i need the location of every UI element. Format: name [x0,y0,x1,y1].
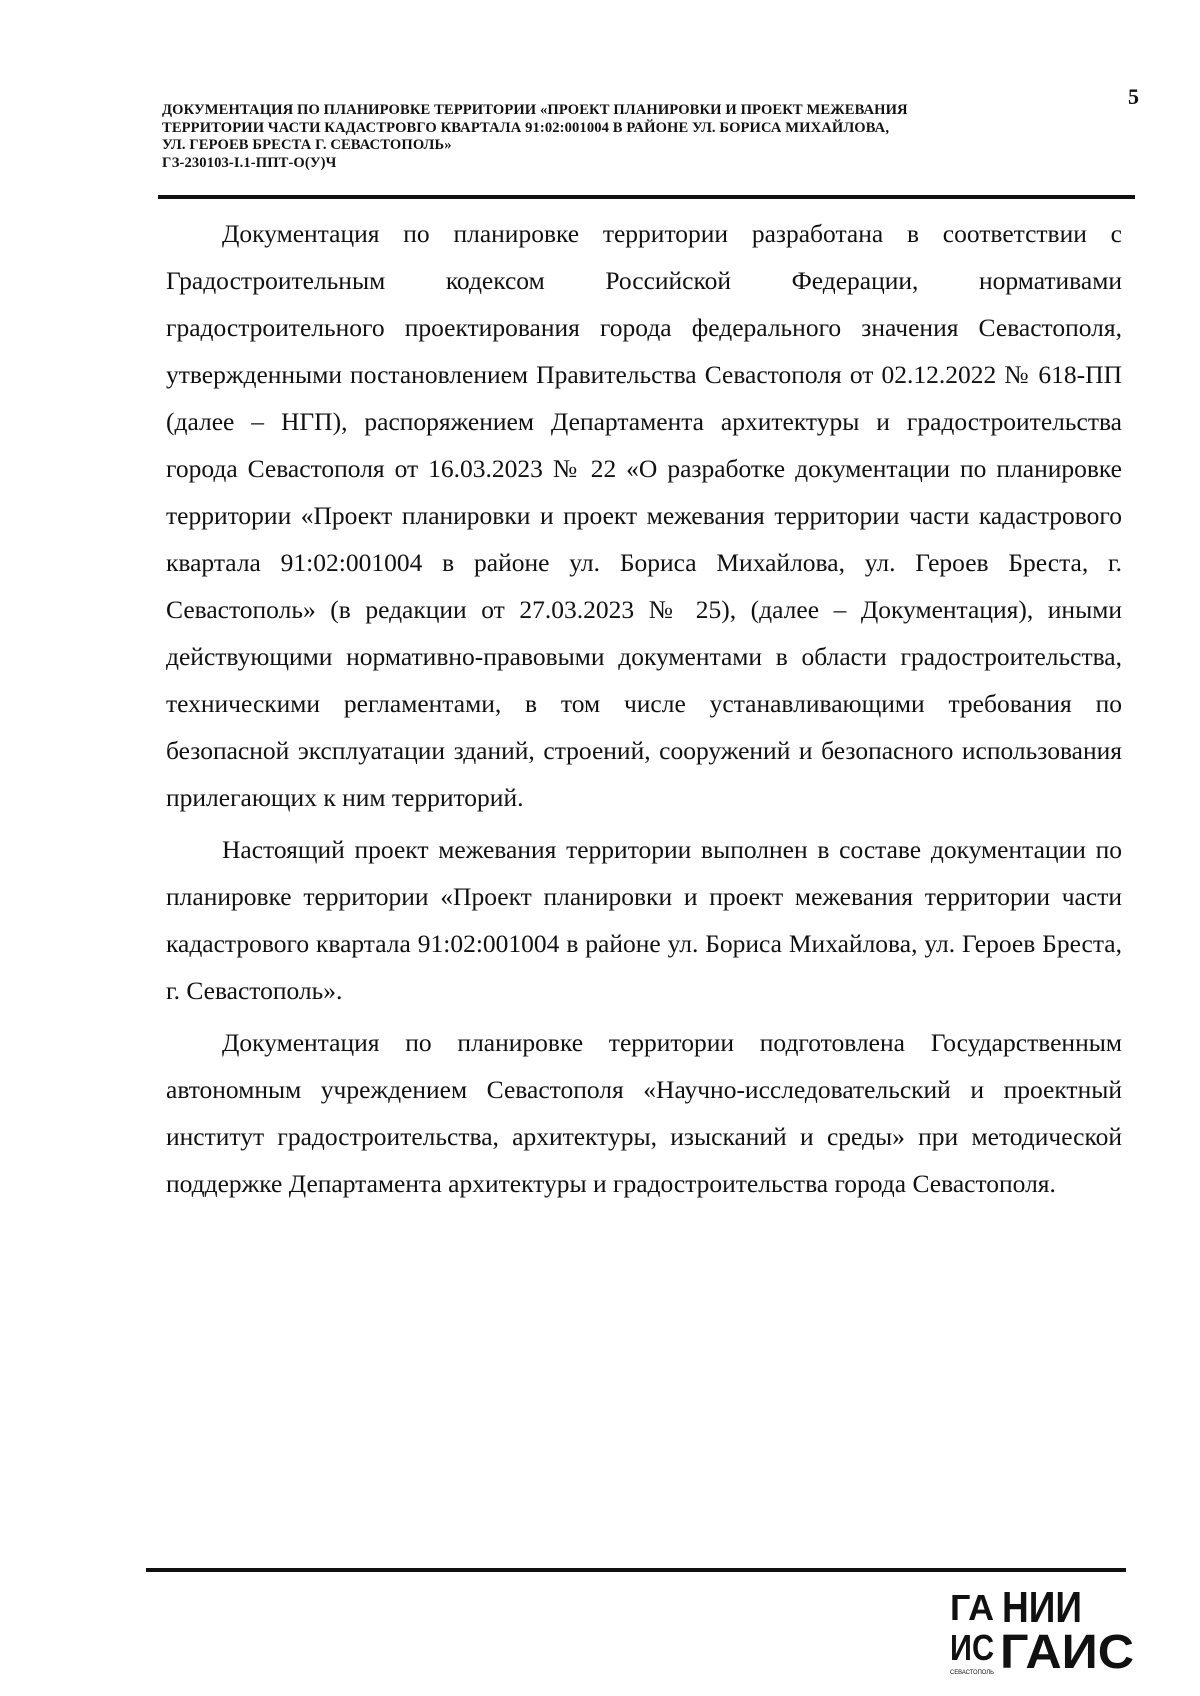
paragraph: Документация по планировке территории подготовлена Государственным автономным учреждением Севастополя «Научно-исследовательский и проектный институт градостроительства, архитектуры, изысканий и среды» при методической поддержке Департамента архитектуры и градостроительства города Севастополя. [166,1028,1122,1198]
document-body [166,210,1122,1207]
logo-mark-bottom: ИС [950,1627,994,1668]
header-line: ТЕРРИТОРИИ ЧАСТИ КАДАСТРОВГО КВАРТАЛА 91:02:001004 В РАЙОНЕ УЛ. БОРИСА МИХАЙЛОВА, [162,119,890,136]
header-line: ДОКУМЕНТАЦИЯ ПО ПЛАНИРОВКЕ ТЕРРИТОРИИ «ПРОЕКТ ПЛАНИРОВКИ И ПРОЕКТ МЕЖЕВАНИЯ [162,102,908,118]
paragraph: Настоящий проект межевания территории выполнен в составе документации по планировке территории «Проект планировки и проект межевания территории части кадастрового квартала 91:02:001004 в районе ул. Бориса Михайлова, ул. Героев Бреста, г. Севастополь». [166,835,1122,1005]
document-code: ГЗ-230103-I.1-ППТ-О(У)Ч [162,154,337,171]
logo-mark-top: ГА [950,1587,994,1628]
logo-name-bottom: ГАИС [1000,1626,1134,1679]
logo-caption: СЕВАСТОПОЛЬ [950,1670,995,1676]
document-header [162,102,1112,172]
paragraph: Документация по планировке территории разработана в соответствии с Градостроительным кодексом Российской Федерации, нормативами градостроительного проектирования города федерального значения Севастополя, утвержденными постановлением Правительства Севастополя от 02.12.2022 № 618-ПП (далее – НГП), распоряжением Департамента архитектуры и градостроительства города Севастополя от 16.03.2023 № 22 «О разработке документации по планировке территории «Проект планировки и проект межевания территории части кадастрового квартала 91:02:001004 в районе ул. Бориса Михайлова, ул. Героев Бреста, г. Севастополь» (в редакции от 27.03.2023 № 25), (далее – Документация), иными действующими нормативно-правовыми документами в области градостроительства, техническими регламентами, в том числе устанавливающими требования по безопасной эксплуатации зданий, строений, сооружений и безопасного использования прилегающих к ним территорий. [166,219,1122,812]
header-divider [158,195,1135,199]
header-line: УЛ. ГЕРОЕВ БРЕСТА Г. СЕВАСТОПОЛЬ» [162,137,452,153]
footer-divider [146,1568,1126,1572]
page-number: 5 [1128,84,1139,109]
logo-name-top: НИИ [1002,1583,1082,1632]
niigais-logo [950,1580,1140,1680]
